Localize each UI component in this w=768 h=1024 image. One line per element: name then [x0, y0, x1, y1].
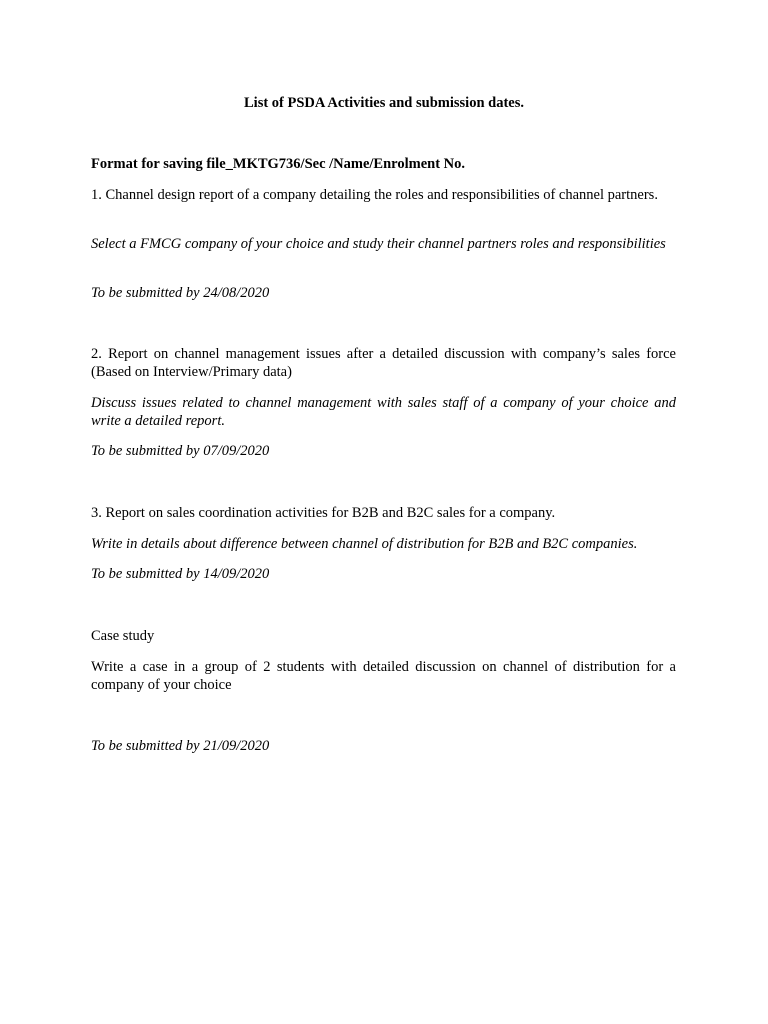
activity-1-instruction: Select a FMCG company of your choice and study their channel partners roles and responsibilities	[91, 236, 666, 252]
case-study-deadline: To be submitted by 21/09/2020	[91, 738, 270, 754]
case-study-description: Write a case in a group of 2 students with detailed discussion on channel of distribution for a company of your choice	[91, 659, 676, 693]
activity-3-deadline: To be submitted by 14/09/2020	[91, 566, 270, 582]
activity-1-deadline: To be submitted by 24/08/2020	[91, 285, 270, 301]
activity-3-instruction: Write in details about difference between channel of distribution for B2B and B2C companies.	[91, 536, 638, 552]
activity-2-instruction: Discuss issues related to channel management with sales staff of a company of your choice and write a detailed report.	[91, 395, 676, 429]
activity-1-heading: 1. Channel design report of a company detailing the roles and responsibilities of channel partners.	[91, 187, 658, 203]
activity-3-heading: 3. Report on sales coordination activities for B2B and B2C sales for a company.	[91, 505, 556, 521]
file-format-line: Format for saving file_MKTG736/Sec /Name/Enrolment No.	[91, 156, 465, 172]
activity-2-deadline: To be submitted by 07/09/2020	[91, 443, 270, 459]
activity-2-heading: 2. Report on channel management issues after a detailed discussion with company’s sales force (Based on Interview/Primary data)	[91, 346, 676, 380]
document-title: List of PSDA Activities and submission dates.	[244, 95, 524, 111]
case-study-heading: Case study	[91, 628, 155, 644]
